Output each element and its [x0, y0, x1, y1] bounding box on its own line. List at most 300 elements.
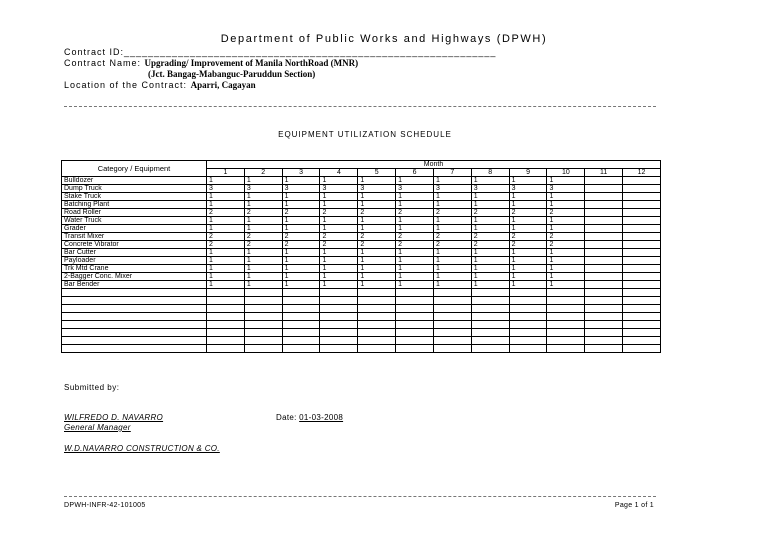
table-row: [62, 273, 661, 281]
month-value: 1: [471, 193, 509, 201]
empty-cell: [244, 297, 282, 305]
month-value: [623, 257, 661, 265]
month-value: [585, 193, 623, 201]
equipment-name: Water Truck: [62, 217, 207, 225]
empty-cell: [282, 329, 320, 337]
empty-cell: [547, 305, 585, 313]
empty-cell: [623, 297, 661, 305]
month-value: [585, 225, 623, 233]
empty-cell: [509, 337, 547, 345]
month-value: [623, 193, 661, 201]
month-value: 1: [471, 177, 509, 185]
month-value: 2: [282, 241, 320, 249]
empty-cell: [396, 345, 434, 353]
month-value: 1: [396, 177, 434, 185]
empty-cell: [62, 297, 207, 305]
month-value: 1: [207, 225, 245, 233]
month-number-6: 6: [396, 169, 434, 177]
empty-row: [62, 321, 661, 329]
month-value: 1: [509, 217, 547, 225]
month-value: 2: [358, 241, 396, 249]
empty-cell: [358, 329, 396, 337]
empty-cell: [433, 313, 471, 321]
month-value: 1: [433, 273, 471, 281]
month-value: 1: [433, 193, 471, 201]
month-value: 3: [509, 185, 547, 193]
month-value: 3: [244, 185, 282, 193]
month-value: 1: [244, 265, 282, 273]
month-value: 1: [471, 225, 509, 233]
month-value: 1: [282, 177, 320, 185]
empty-cell: [585, 345, 623, 353]
table-row: [62, 193, 661, 201]
month-value: [623, 273, 661, 281]
month-value: 2: [358, 233, 396, 241]
month-value: 1: [433, 217, 471, 225]
table-row: [62, 209, 661, 217]
empty-cell: [207, 297, 245, 305]
empty-cell: [623, 313, 661, 321]
table-row: [62, 185, 661, 193]
empty-cell: [282, 321, 320, 329]
contract-name-line-2: [148, 69, 315, 79]
month-value: [623, 177, 661, 185]
month-value: 1: [207, 257, 245, 265]
month-value: 1: [358, 193, 396, 201]
empty-cell: [62, 345, 207, 353]
month-value: 1: [547, 201, 585, 209]
month-value: 2: [396, 209, 434, 217]
empty-cell: [282, 305, 320, 313]
month-value: 1: [282, 265, 320, 273]
month-value: 2: [207, 209, 245, 217]
month-value: 1: [282, 217, 320, 225]
month-value: 1: [207, 249, 245, 257]
submitted-by-label: Submitted by:: [64, 383, 120, 392]
empty-cell: [207, 321, 245, 329]
month-value: [623, 241, 661, 249]
month-value: 1: [471, 217, 509, 225]
date-label: Date:: [276, 413, 297, 422]
empty-cell: [471, 345, 509, 353]
month-value: 1: [509, 281, 547, 289]
month-value: 3: [471, 185, 509, 193]
empty-cell: [244, 321, 282, 329]
month-value: [585, 233, 623, 241]
empty-cell: [433, 337, 471, 345]
empty-row: [62, 329, 661, 337]
empty-cell: [471, 313, 509, 321]
empty-cell: [207, 289, 245, 297]
empty-cell: [244, 329, 282, 337]
month-value: 1: [207, 265, 245, 273]
month-value: 1: [244, 217, 282, 225]
month-value: 3: [547, 185, 585, 193]
empty-cell: [471, 289, 509, 297]
empty-cell: [547, 313, 585, 321]
month-value: [585, 273, 623, 281]
month-value: 2: [244, 241, 282, 249]
month-value: 1: [396, 273, 434, 281]
month-value: 2: [471, 233, 509, 241]
month-value: 1: [433, 257, 471, 265]
month-number-3: 3: [282, 169, 320, 177]
month-value: [585, 257, 623, 265]
empty-cell: [358, 297, 396, 305]
company-name: W.D.NAVARRO CONSTRUCTION & CO.: [64, 444, 220, 453]
empty-cell: [320, 345, 358, 353]
empty-cell: [433, 329, 471, 337]
month-value: 3: [396, 185, 434, 193]
month-value: 1: [358, 281, 396, 289]
month-number-12: 12: [623, 169, 661, 177]
empty-cell: [585, 305, 623, 313]
month-value: 2: [320, 241, 358, 249]
month-value: 1: [509, 201, 547, 209]
empty-cell: [471, 321, 509, 329]
month-value: 1: [244, 249, 282, 257]
empty-cell: [433, 289, 471, 297]
equipment-name: 2-Bagger Conc. Mixer: [62, 273, 207, 281]
footer-divider: [64, 496, 656, 497]
month-value: 1: [396, 193, 434, 201]
empty-cell: [585, 321, 623, 329]
empty-cell: [320, 289, 358, 297]
month-value: 1: [358, 273, 396, 281]
empty-cell: [396, 305, 434, 313]
table-row: [62, 177, 661, 185]
table-row: [62, 217, 661, 225]
empty-cell: [62, 313, 207, 321]
month-value: 1: [207, 201, 245, 209]
month-number-4: 4: [320, 169, 358, 177]
equipment-name: Bar Bender: [62, 281, 207, 289]
month-value: 1: [471, 273, 509, 281]
document-title: Department of Public Works and Highways (DPWH): [220, 33, 548, 45]
empty-cell: [547, 289, 585, 297]
month-value: 1: [244, 281, 282, 289]
signatory-position: General Manager: [64, 423, 131, 432]
empty-cell: [282, 289, 320, 297]
empty-cell: [282, 297, 320, 305]
empty-cell: [207, 305, 245, 313]
month-value: 2: [207, 241, 245, 249]
month-value: 2: [433, 233, 471, 241]
month-value: 1: [547, 273, 585, 281]
empty-cell: [62, 289, 207, 297]
month-value: 1: [547, 217, 585, 225]
date-line: [276, 413, 343, 422]
empty-cell: [585, 297, 623, 305]
equipment-name: Bar Cutter: [62, 249, 207, 257]
equipment-name: Payloader: [62, 257, 207, 265]
empty-cell: [207, 313, 245, 321]
equipment-table: [61, 160, 661, 353]
month-value: 1: [509, 273, 547, 281]
table-row: [62, 241, 661, 249]
month-value: 2: [358, 209, 396, 217]
month-value: 3: [320, 185, 358, 193]
month-value: [585, 209, 623, 217]
empty-cell: [433, 321, 471, 329]
month-value: 1: [547, 281, 585, 289]
month-value: 1: [320, 257, 358, 265]
empty-cell: [585, 313, 623, 321]
month-value: 1: [320, 281, 358, 289]
empty-cell: [396, 297, 434, 305]
month-value: [585, 265, 623, 273]
month-value: 1: [396, 265, 434, 273]
signatory-name: WILFREDO D. NAVARRO: [64, 413, 164, 422]
month-value: 1: [547, 257, 585, 265]
empty-cell: [547, 337, 585, 345]
equipment-name: Transit Mixer: [62, 233, 207, 241]
contract-name-value: Upgrading/ Improvement of Manila NorthRoad (MNR): [144, 58, 359, 68]
empty-row: [62, 337, 661, 345]
month-number-5: 5: [358, 169, 396, 177]
empty-cell: [509, 329, 547, 337]
equipment-name: Stake Truck: [62, 193, 207, 201]
equipment-name: Grader: [62, 225, 207, 233]
month-value: 1: [547, 265, 585, 273]
empty-cell: [433, 305, 471, 313]
empty-cell: [547, 321, 585, 329]
empty-cell: [623, 321, 661, 329]
empty-cell: [358, 345, 396, 353]
month-value: 1: [509, 177, 547, 185]
month-value: 2: [320, 233, 358, 241]
equipment-name: Bulldozer: [62, 177, 207, 185]
month-number-9: 9: [509, 169, 547, 177]
empty-cell: [509, 313, 547, 321]
table-row: [62, 233, 661, 241]
equipment-name: Concrete Vibrator: [62, 241, 207, 249]
month-value: 2: [244, 233, 282, 241]
empty-cell: [433, 345, 471, 353]
table-row: [62, 281, 661, 289]
empty-cell: [320, 321, 358, 329]
empty-cell: [207, 345, 245, 353]
empty-cell: [358, 289, 396, 297]
empty-cell: [433, 297, 471, 305]
month-value: [623, 265, 661, 273]
header-divider: [64, 106, 656, 107]
month-value: 1: [471, 201, 509, 209]
empty-cell: [396, 313, 434, 321]
equipment-name: Batching Plant: [62, 201, 207, 209]
empty-cell: [623, 337, 661, 345]
month-value: 1: [358, 177, 396, 185]
month-value: 1: [358, 265, 396, 273]
date-value: 01-03-2008: [299, 413, 344, 422]
month-value: [585, 185, 623, 193]
month-value: [585, 281, 623, 289]
month-value: [623, 217, 661, 225]
month-value: 1: [320, 225, 358, 233]
month-value: [623, 233, 661, 241]
month-value: 1: [547, 249, 585, 257]
empty-cell: [509, 321, 547, 329]
empty-cell: [623, 305, 661, 313]
month-number-7: 7: [433, 169, 471, 177]
month-value: 2: [433, 241, 471, 249]
empty-cell: [244, 305, 282, 313]
empty-cell: [320, 297, 358, 305]
month-value: 1: [282, 201, 320, 209]
empty-row: [62, 313, 661, 321]
month-value: 1: [282, 249, 320, 257]
equipment-name: Trk Mtd Crane: [62, 265, 207, 273]
month-value: 1: [320, 249, 358, 257]
month-value: 1: [433, 249, 471, 257]
month-value: 1: [320, 273, 358, 281]
contract-name-value-2: (Jct. Bangag-Mabanguc-Paruddun Section): [148, 69, 316, 79]
month-value: 1: [282, 273, 320, 281]
month-value: 2: [547, 209, 585, 217]
location-value: Aparri, Cagayan: [190, 80, 256, 90]
month-value: 3: [207, 185, 245, 193]
month-value: 1: [509, 249, 547, 257]
empty-cell: [62, 321, 207, 329]
empty-row: [62, 345, 661, 353]
empty-cell: [320, 305, 358, 313]
month-value: 1: [509, 225, 547, 233]
empty-row: [62, 289, 661, 297]
month-value: 2: [471, 241, 509, 249]
month-value: 3: [358, 185, 396, 193]
empty-cell: [509, 289, 547, 297]
location-label: Location of the Contract:: [64, 80, 188, 90]
month-value: 1: [433, 225, 471, 233]
empty-cell: [207, 337, 245, 345]
month-value: 1: [244, 201, 282, 209]
empty-cell: [547, 329, 585, 337]
month-value: 1: [433, 177, 471, 185]
month-value: [585, 217, 623, 225]
month-value: 2: [547, 241, 585, 249]
month-value: 1: [471, 249, 509, 257]
month-value: 1: [396, 217, 434, 225]
month-value: [623, 185, 661, 193]
month-value: [585, 201, 623, 209]
table-row: [62, 257, 661, 265]
month-value: 1: [433, 281, 471, 289]
empty-cell: [623, 345, 661, 353]
month-value: 1: [358, 225, 396, 233]
contract-id-line: [64, 47, 496, 57]
empty-cell: [396, 329, 434, 337]
table-row: [62, 225, 661, 233]
month-value: 1: [433, 201, 471, 209]
page-number: Page 1 of 1: [614, 502, 654, 509]
month-value: 1: [244, 193, 282, 201]
month-number-11: 11: [585, 169, 623, 177]
month-value: 1: [320, 201, 358, 209]
month-value: 1: [547, 177, 585, 185]
month-value: [623, 249, 661, 257]
empty-cell: [244, 313, 282, 321]
empty-cell: [358, 313, 396, 321]
month-value: 1: [547, 225, 585, 233]
equipment-name: Dump Truck: [62, 185, 207, 193]
empty-cell: [396, 289, 434, 297]
empty-cell: [471, 297, 509, 305]
month-value: [623, 201, 661, 209]
month-value: 1: [396, 201, 434, 209]
month-value: 1: [207, 217, 245, 225]
month-value: 1: [396, 249, 434, 257]
empty-cell: [320, 313, 358, 321]
month-value: [585, 177, 623, 185]
month-value: 2: [396, 233, 434, 241]
month-value: 1: [207, 177, 245, 185]
document-code: DPWH-INFR-42-101005: [64, 502, 146, 509]
month-value: 2: [207, 233, 245, 241]
month-value: 1: [396, 281, 434, 289]
month-number-10: 10: [547, 169, 585, 177]
month-value: 1: [244, 177, 282, 185]
month-value: [623, 225, 661, 233]
empty-cell: [471, 337, 509, 345]
month-value: 1: [509, 265, 547, 273]
month-value: 1: [358, 249, 396, 257]
empty-cell: [320, 329, 358, 337]
month-value: 1: [207, 273, 245, 281]
month-value: 1: [358, 201, 396, 209]
month-value: 1: [282, 257, 320, 265]
month-value: 1: [244, 273, 282, 281]
empty-cell: [244, 345, 282, 353]
empty-cell: [471, 329, 509, 337]
month-value: 1: [396, 257, 434, 265]
empty-cell: [547, 297, 585, 305]
month-value: 2: [396, 241, 434, 249]
empty-cell: [62, 329, 207, 337]
empty-cell: [282, 345, 320, 353]
month-value: [585, 249, 623, 257]
category-header: Category / Equipment: [62, 161, 207, 177]
empty-cell: [585, 337, 623, 345]
month-value: 1: [207, 281, 245, 289]
month-value: 2: [282, 233, 320, 241]
empty-cell: [396, 321, 434, 329]
month-header: Month: [207, 161, 661, 169]
month-value: 2: [433, 209, 471, 217]
location-line: [64, 80, 256, 90]
empty-cell: [547, 345, 585, 353]
contract-id-value: ______________________________________________________________: [124, 47, 497, 57]
month-value: 1: [396, 225, 434, 233]
month-value: 1: [320, 177, 358, 185]
empty-cell: [358, 337, 396, 345]
empty-cell: [244, 289, 282, 297]
month-value: 1: [471, 265, 509, 273]
equipment-name: Road Roller: [62, 209, 207, 217]
month-value: 1: [282, 193, 320, 201]
empty-cell: [623, 329, 661, 337]
schedule-title: EQUIPMENT UTILIZATION SCHEDULE: [278, 130, 452, 139]
month-value: 2: [509, 233, 547, 241]
empty-cell: [509, 345, 547, 353]
empty-cell: [396, 337, 434, 345]
month-value: 1: [244, 225, 282, 233]
month-value: 2: [509, 209, 547, 217]
empty-row: [62, 305, 661, 313]
empty-cell: [282, 313, 320, 321]
month-value: 1: [471, 281, 509, 289]
month-value: 1: [320, 217, 358, 225]
empty-cell: [509, 305, 547, 313]
